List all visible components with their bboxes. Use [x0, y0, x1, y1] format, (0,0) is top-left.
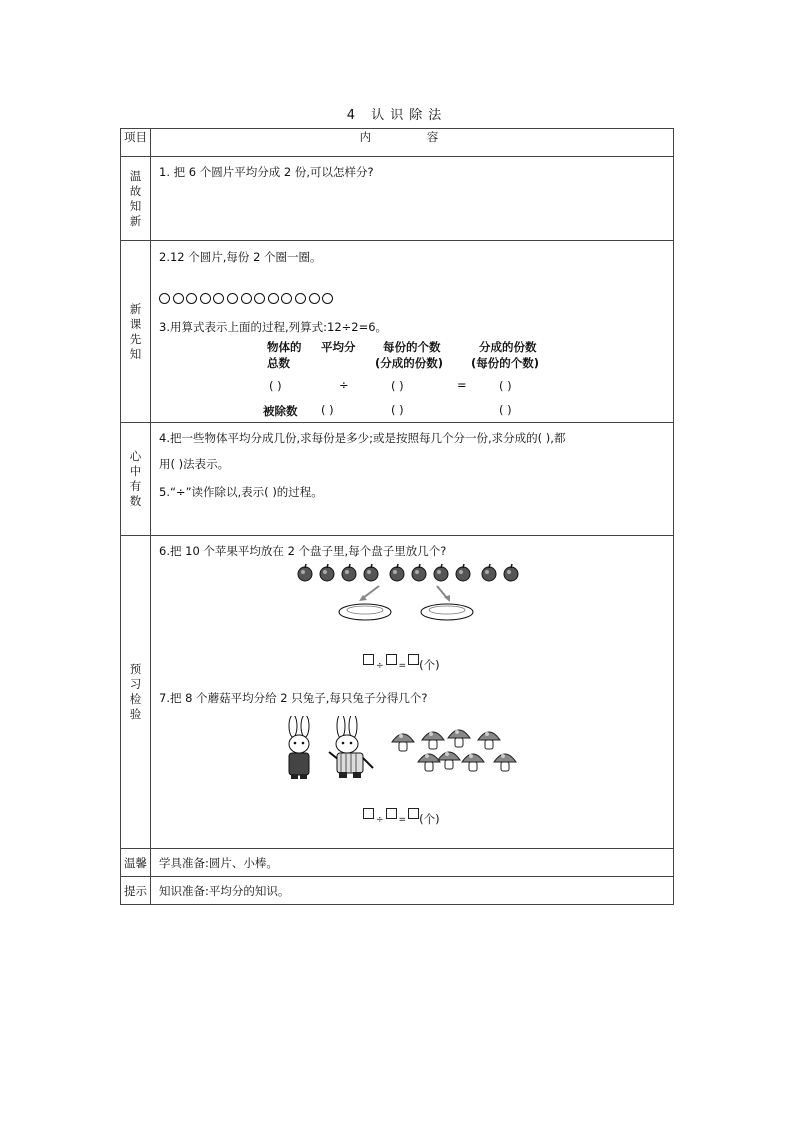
section-test-content [151, 536, 674, 849]
circle-icon [254, 293, 265, 304]
unit-label: (个) [419, 812, 440, 826]
header-content [151, 129, 674, 157]
answer-box[interactable] [408, 808, 419, 819]
unit-label: (个) [419, 658, 440, 672]
arrow-right-icon [437, 586, 447, 598]
mushroom-icon [448, 730, 470, 747]
q3-dividend-label: 被除数 [263, 404, 298, 418]
section-label-cell [121, 241, 151, 423]
apple-icon [320, 564, 334, 581]
circle-icon [227, 293, 238, 304]
q3-col4-line2: (每份的个数) [471, 356, 540, 370]
q3-col1-line1: 物体的 [267, 340, 302, 354]
div-sign: ÷ [376, 661, 384, 671]
section-label-cell [121, 536, 151, 849]
circle-icon [309, 293, 320, 304]
circle-icon [173, 293, 184, 304]
section-label-cell [121, 157, 151, 241]
mushroom-icon [462, 754, 484, 771]
q3-blank-row2-3: ( ) [499, 403, 512, 417]
preview-worksheet-table [120, 128, 674, 905]
tips-row-1 [121, 849, 674, 877]
section-review-row [121, 157, 674, 241]
tips-label-top: 温馨 [121, 849, 151, 877]
eq-sign: = [398, 661, 407, 671]
apples-plates-illustration [297, 564, 527, 628]
question-1: 1. 把 6 个圆片平均分成 2 份,可以怎样分? [159, 165, 374, 179]
q3-blank-row2-1: ( ) [321, 403, 334, 417]
apple-icon [342, 564, 356, 581]
apple-icon [390, 564, 404, 581]
circle-icon [159, 293, 170, 304]
section-check-content [151, 423, 674, 536]
answer-box[interactable] [363, 654, 374, 665]
mushroom-icon [418, 754, 440, 771]
question-5: 5.“÷”读作除以,表示( )的过程。 [159, 485, 323, 499]
page-title: 4 认识除法 [346, 108, 448, 123]
arrow-left-icon [363, 586, 379, 598]
section-review-content [151, 157, 674, 241]
plate-right-icon [421, 604, 473, 620]
header-content-label: 内 容 [359, 130, 465, 144]
section-check-row [121, 423, 674, 536]
circle-icon [241, 293, 252, 304]
equation-q6 [363, 654, 440, 673]
eq-sign: = [398, 815, 407, 825]
rabbit-right-icon [329, 716, 373, 778]
mushroom-icon [478, 732, 500, 749]
q3-eq-sign: = [457, 378, 467, 392]
answer-box[interactable] [386, 654, 397, 665]
apple-icon [504, 564, 518, 581]
question-6: 6.把 10 个苹果平均放在 2 个盘子里,每个盘子里放几个? [159, 544, 447, 558]
question-4-line1: 4.把一些物体平均分成几份,求每份是多少;或是按照每几个分一份,求分成的( ),都 [159, 431, 566, 445]
mushroom-icon [494, 754, 516, 771]
mushroom-icon [392, 734, 414, 751]
section-label-check: 心中有数 [129, 449, 142, 508]
tips-label-bottom: 提示 [121, 877, 151, 905]
q3-blank-dividend: ( ) [269, 379, 282, 393]
q3-div-sign: ÷ [339, 378, 349, 392]
rabbit-left-icon [289, 716, 309, 779]
mushroom-icon [422, 732, 444, 749]
div-sign: ÷ [376, 815, 384, 825]
section-preview-row [121, 241, 674, 423]
q3-col4-line1: 分成的份数 [479, 340, 537, 354]
plate-left-icon [339, 604, 391, 620]
question-2: 2.12 个圆片,每份 2 个圈一圈。 [159, 250, 322, 264]
tips-row-2 [121, 877, 674, 905]
q3-col3-line1: 每份的个数 [383, 340, 441, 354]
question-7: 7.把 8 个蘑菇平均分给 2 只兔子,每只兔子分得几个? [159, 691, 428, 705]
circle-icon [281, 293, 292, 304]
apple-icon [434, 564, 448, 581]
apple-icon [456, 564, 470, 581]
answer-box[interactable] [363, 808, 374, 819]
tips-line-1: 学具准备:圆片、小棒。 [151, 849, 674, 877]
table-header-row [121, 129, 674, 157]
tips-line-2: 知识准备:平均分的知识。 [151, 877, 674, 905]
section-label-review: 温故知新 [129, 168, 142, 228]
circle-row [159, 293, 333, 304]
circle-icon [268, 293, 279, 304]
apple-icon [482, 564, 496, 581]
apple-icon [364, 564, 378, 581]
section-preview-content [151, 241, 674, 423]
circle-icon [322, 293, 333, 304]
answer-box[interactable] [408, 654, 419, 665]
circle-icon [186, 293, 197, 304]
q3-blank-divisor: ( ) [391, 379, 404, 393]
header-item: 项目 [121, 129, 151, 157]
q3-blank-row2-2: ( ) [391, 403, 404, 417]
rabbits-mushrooms-illustration [281, 716, 541, 786]
circle-icon [295, 293, 306, 304]
mushroom-icon [438, 752, 460, 769]
q3-col3-line2: (分成的份数) [375, 356, 444, 370]
section-test-row [121, 536, 674, 849]
question-4-line2: 用( )法表示。 [159, 457, 230, 471]
q3-col1-line2: 总数 [267, 356, 290, 370]
section-label-preview: 新课先知 [129, 301, 142, 361]
answer-box[interactable] [386, 808, 397, 819]
question-3: 3.用算式表示上面的过程,列算式:12÷2=6。 [159, 320, 388, 334]
q3-blank-quotient: ( ) [499, 379, 512, 393]
apple-icon [412, 564, 426, 581]
circle-icon [213, 293, 224, 304]
section-label-cell [121, 423, 151, 536]
equation-q7 [363, 808, 440, 827]
q3-col2: 平均分 [321, 340, 356, 354]
section-label-test: 预习检验 [129, 662, 142, 721]
circle-icon [200, 293, 211, 304]
apple-icon [298, 564, 312, 581]
